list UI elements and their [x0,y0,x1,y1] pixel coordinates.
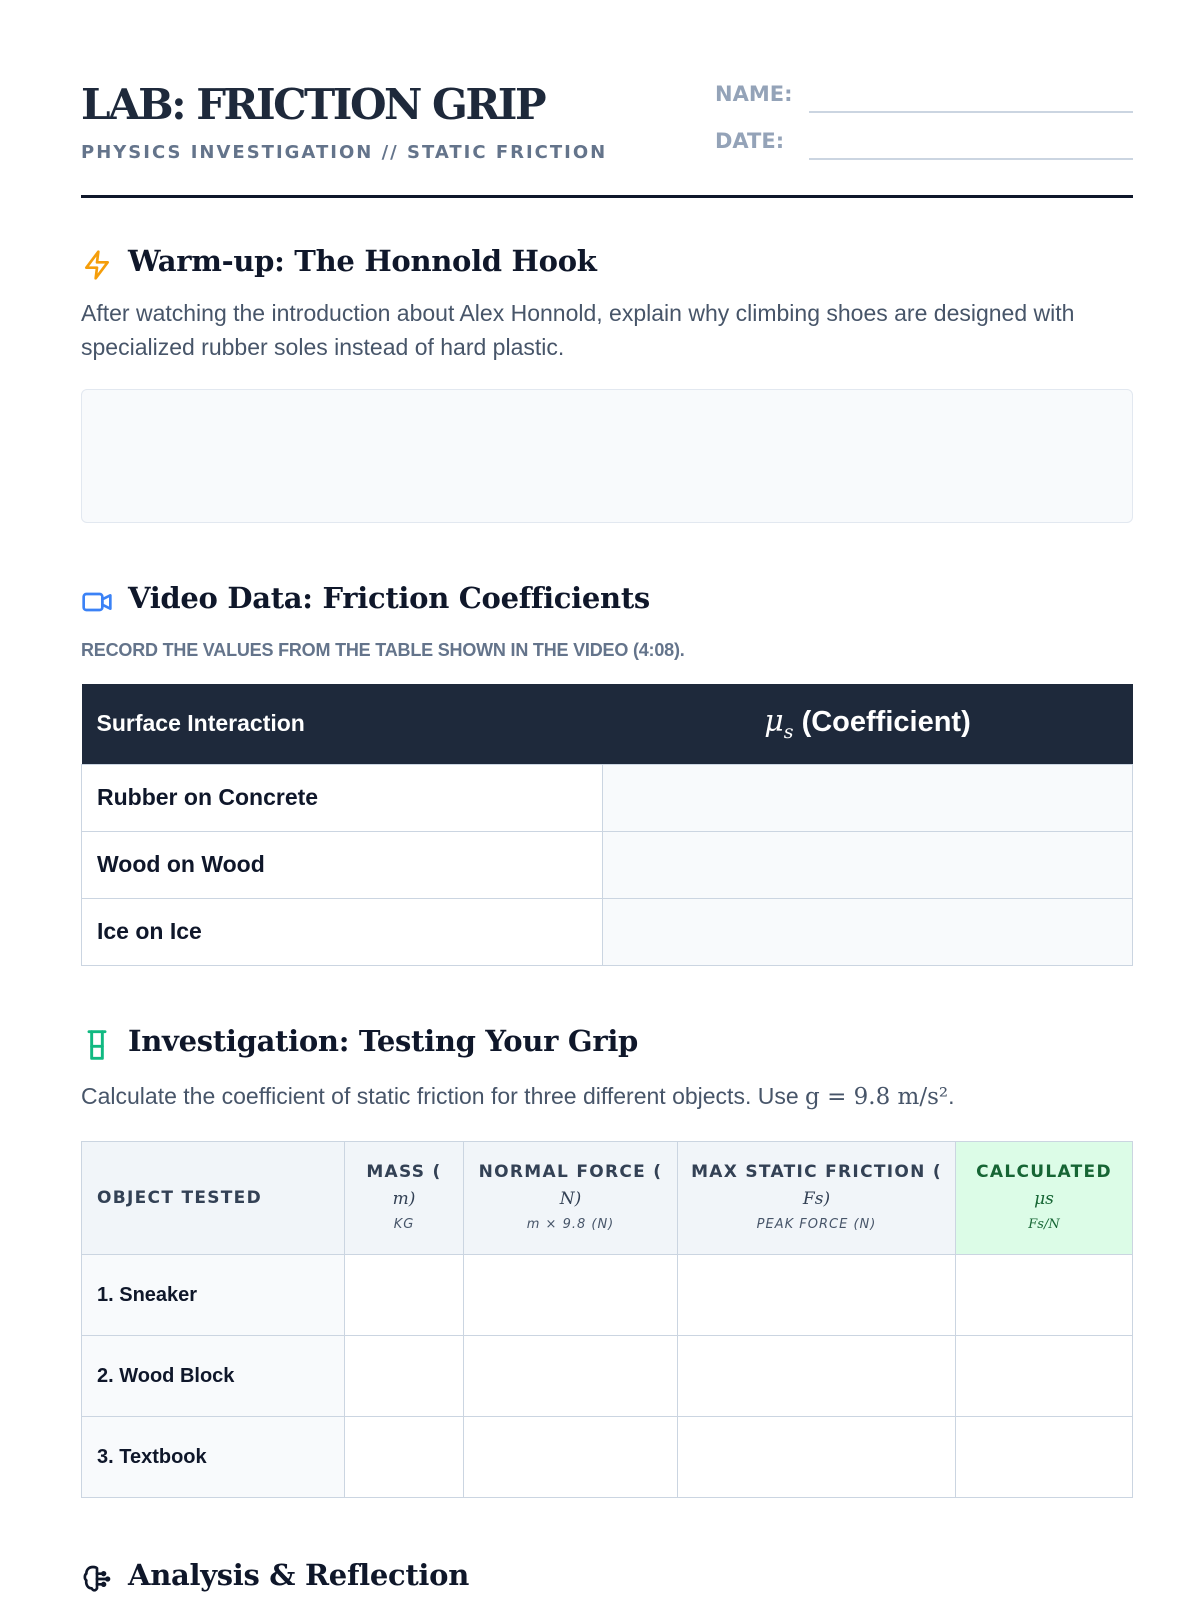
coefficient-table [81,684,1133,966]
investigation-title: Investigation: Testing Your Grip [128,1024,639,1058]
mass-unit: KG [393,1217,415,1232]
mass-input-cell[interactable] [345,1255,464,1336]
object-cell: 3. Textbook [82,1417,345,1498]
normal-force-input-cell[interactable] [464,1417,678,1498]
coefficient-table-header [82,684,1133,764]
date-input-line[interactable] [809,158,1133,160]
friction-column-header [678,1142,956,1255]
video-camera-icon [81,586,113,618]
friction-input-cell[interactable] [678,1417,956,1498]
calc-symbol: μs [1034,1189,1054,1209]
table-row [82,1336,1133,1417]
mass-input-cell[interactable] [345,1417,464,1498]
surface-column-header: Surface Interaction [82,684,603,764]
mu-symbol: μ [764,704,784,740]
worksheet-header [81,0,1133,198]
investigation-section-heading [81,1024,1133,1064]
calculated-input-cell[interactable] [956,1255,1133,1336]
normal-force-input-cell[interactable] [464,1336,678,1417]
coefficient-input-cell[interactable] [603,898,1133,965]
coefficient-label: (Coefficient) [801,706,971,739]
warmup-answer-box[interactable] [81,389,1133,523]
object-column-header: OBJECT TESTED [82,1142,345,1255]
surface-cell: Ice on Ice [82,898,603,965]
analysis-title: Analysis & Reflection [128,1558,469,1592]
warmup-prompt: After watching the introduction about Alex Honnold, explain why climbing shoes are designed with specialized rubber soles instead of hard plastic. [81,300,1075,360]
friction-input-cell[interactable] [678,1336,956,1417]
calc-header-label: CALCULATED [976,1162,1112,1182]
friction-input-cell[interactable] [678,1255,956,1336]
mass-symbol: m) [392,1189,416,1209]
normal-force-column-header [464,1142,678,1255]
mu-subscript: s [783,721,794,744]
normal-header-label: NORMAL FORCE ( [478,1162,663,1182]
friction-note: PEAK FORCE (N) [756,1217,877,1232]
video-title: Video Data: Friction Coefficients [128,581,650,615]
video-instruction: RECORD THE VALUES FROM THE TABLE SHOWN IN THE VIDEO (4:08). [81,640,685,660]
coefficient-column-header [603,684,1133,764]
lightning-icon [81,249,113,281]
calculated-column-header [956,1142,1133,1255]
name-label: NAME: [715,82,793,106]
investigation-prompt-end: . [948,1083,955,1109]
surface-cell: Wood on Wood [82,831,603,898]
object-cell: 1. Sneaker [82,1255,345,1336]
date-label: DATE: [715,129,785,153]
name-field[interactable] [715,84,1133,114]
friction-symbol: Fs) [802,1189,831,1209]
calculated-input-cell[interactable] [956,1417,1133,1498]
investigation-prompt-text: Calculate the coefficient of static friction for three different objects. Use [81,1083,806,1109]
mass-input-cell[interactable] [345,1336,464,1417]
normal-symbol: N) [559,1189,582,1209]
coefficient-input-cell[interactable] [603,831,1133,898]
surface-cell: Rubber on Concrete [82,764,603,831]
mass-header-label: MASS ( [366,1162,442,1182]
table-row [82,898,1133,965]
investigation-table-header [82,1142,1133,1255]
table-row [82,1255,1133,1336]
normal-formula: m × 9.8 (N) [526,1217,615,1232]
date-field[interactable] [715,131,1133,161]
warmup-title: Warm-up: The Honnold Hook [128,244,597,278]
coefficient-input-cell[interactable] [603,764,1133,831]
mass-column-header [345,1142,464,1255]
page-title: LAB: FRICTION GRIP [81,80,545,129]
table-row [82,764,1133,831]
beaker-icon [81,1029,113,1061]
investigation-table [81,1141,1133,1498]
analysis-section-heading [81,1558,1133,1598]
video-section-heading [81,581,1133,621]
brain-icon [81,1563,113,1595]
object-cell: 2. Wood Block [82,1336,345,1417]
normal-force-input-cell[interactable] [464,1255,678,1336]
calc-formula: Fs/N [1028,1217,1060,1232]
calculated-input-cell[interactable] [956,1336,1133,1417]
gravity-formula: g = 9.8 m/s² [805,1084,949,1110]
page-subtitle: PHYSICS INVESTIGATION // STATIC FRICTION [81,142,608,163]
table-row [82,1417,1133,1498]
table-row [82,831,1133,898]
name-input-line[interactable] [809,111,1133,113]
friction-header-label: MAX STATIC FRICTION ( [691,1162,942,1182]
investigation-prompt [81,1079,1133,1114]
warmup-section-heading [81,244,1133,284]
